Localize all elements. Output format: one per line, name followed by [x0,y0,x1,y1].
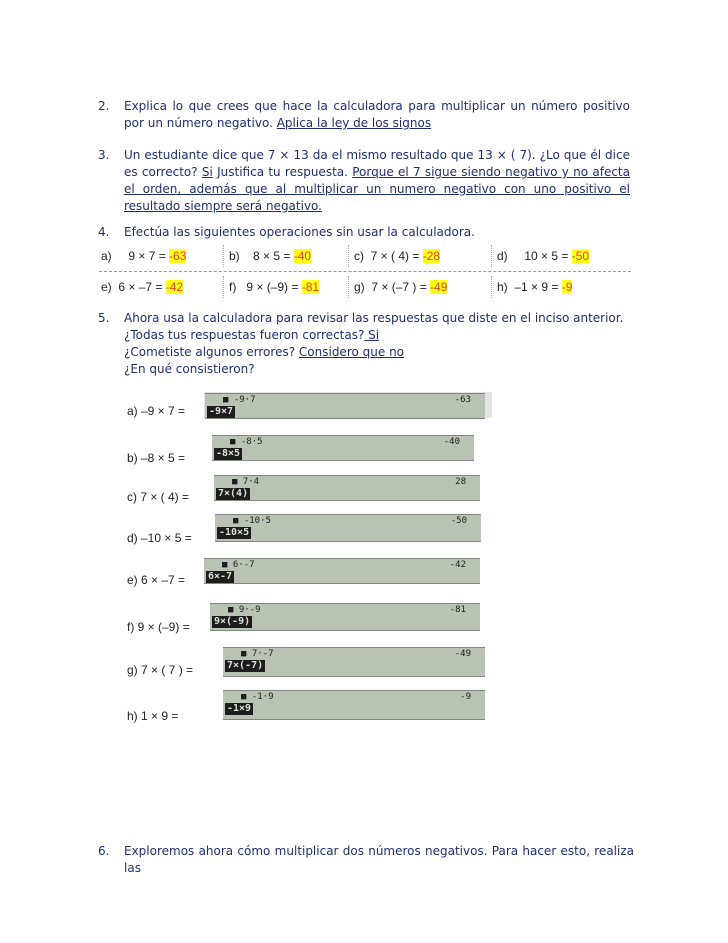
question-2-answer: Aplica la ley de los signos [276,116,432,130]
calc-screen-f: ■ 9·-9 -81 9×(-9) [210,603,480,631]
question-5-line-b: ¿Cometiste algunos errores? Considero que no [124,345,405,359]
question-5-answer-b: Considero que no [298,345,405,359]
calc-screen-d: ■ -10·5 -50 -10×5 [215,514,481,542]
question-4 [100,224,630,241]
op-a: a) 9 × 7 = -63 [101,249,187,263]
calc-label-a: a) –9 × 7 = [127,404,186,418]
calc-screen-g: ■ 7·-7 -49 7×(-7) [223,647,485,677]
calc-label-c: c) 7 × ( 4) = [127,490,190,504]
question-6-number: 6. [98,844,110,858]
question-5-answer-a: Si [364,328,380,342]
calc-input-g: 7×(-7) [227,660,264,671]
operations-divider [99,271,631,272]
question-5 [100,310,630,378]
question-2 [100,98,630,132]
calc-label-h: h) 1 × 9 = [127,709,179,723]
question-2-number: 2. [98,99,110,113]
op-b: b) 8 × 5 = -40 [229,249,312,263]
calc-label-f: f) 9 × (–9) = [127,620,190,634]
op-g: g) 7 × (–7 ) = -49 [354,280,448,294]
question-6-text: Exploremos ahora cómo multiplicar dos números negativos. Para hacer esto, realiza las [124,844,634,875]
op-g-answer: -49 [430,280,448,294]
question-3-number: 3. [98,148,110,162]
calc-input-c: 7×(4) [218,488,249,499]
calc-label-e: e) 6 × –7 = [127,573,186,587]
calc-input-f: 9×(-9) [214,616,251,627]
calc-input-d: -10×5 [219,527,250,538]
question-2-text: Explica lo que crees que hace la calculadora para multiplicar un número positivo por un número negativo. [124,99,630,130]
question-3-yes: Si [201,165,213,179]
op-h: h) –1 × 9 = -9 [497,280,573,294]
op-a-answer: -63 [169,249,187,263]
op-d: d) 10 × 5 = -50 [497,249,590,263]
operations-row-1 [99,245,631,267]
operations-row-2 [99,276,631,298]
calc-label-b: b) –8 × 5 = [127,451,186,465]
question-5-number: 5. [98,311,110,325]
calc-input-e: 6×-7 [208,571,233,582]
op-b-answer: -40 [293,249,312,263]
op-f-answer: -81 [301,280,320,294]
question-5-text: Ahora usa la calculadora para revisar las respuestas que diste en el inciso anterior. [124,311,624,325]
op-f: f) 9 × (–9) = -81 [229,280,320,294]
calc-input-h: -1×9 [227,703,252,714]
question-3-text-a: Un estudiante dice que 7 × 13 da el mismo resultado que 13 × ( 7). ¿Lo que él dice es correcto? [124,148,630,179]
question-4-text: Efectúa las siguientes operaciones sin usar la calculadora. [124,225,475,239]
op-h-answer: -9 [561,280,573,294]
question-3 [100,147,630,215]
question-6 [100,843,634,877]
calc-input-b: -8×5 [216,448,241,459]
calc-screen-h: ■ -1·9 -9 -1×9 [223,690,485,720]
calc-screen-c: ■ 7·4 28 7×(4) [214,475,480,501]
question-3-answer: Porque el 7 sigue siendo negativo y no afecta el orden, además que al multiplicar un numero negativo con uno positivo el resultado siempre será negativo. [124,165,630,213]
calc-label-d: d) –10 × 5 = [127,531,192,545]
question-5-line-a: ¿Todas tus respuestas fueron correctas? Si [124,328,380,342]
op-d-answer: -50 [571,249,590,263]
calc-screen-a: ■ -9·7 -63 -9×7 [205,393,485,419]
calc-screen-b: ■ -8·5 -40 -8×5 [212,435,474,461]
calc-screen-e: ■ 6·-7 -42 6×-7 [204,558,480,584]
question-4-number: 4. [98,225,110,239]
op-c-answer: -28 [422,249,441,263]
op-c: c) 7 × ( 4) = -28 [354,249,441,263]
question-3-text-b: Justifica tu respuesta. [217,165,348,179]
op-e-answer: -42 [165,280,184,294]
question-5-line-c: ¿En qué consistieron? [124,362,255,376]
calc-input-a: -9×7 [209,406,234,417]
op-e: e) 6 × –7 = -42 [101,280,184,294]
calc-label-g: g) 7 × ( 7 ) = [127,663,194,677]
